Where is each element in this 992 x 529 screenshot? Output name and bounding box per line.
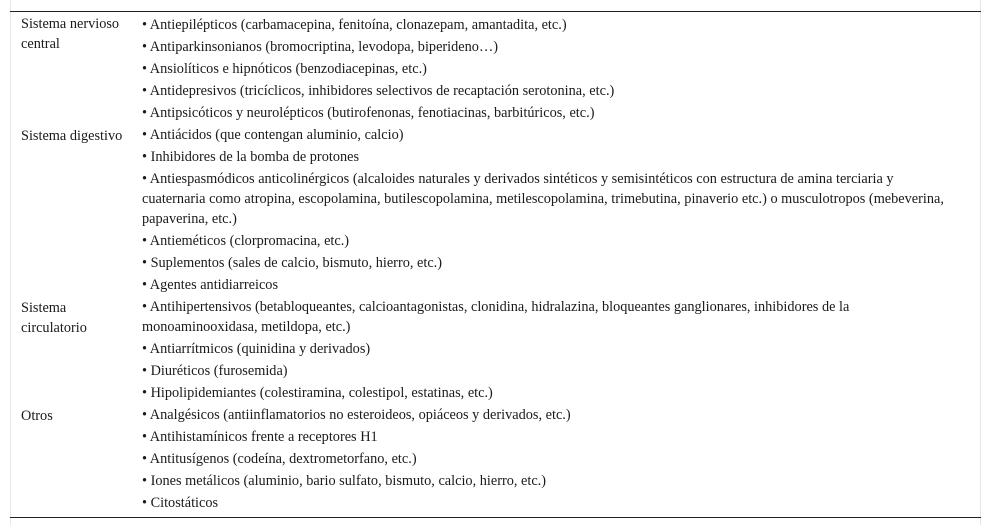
list-item: • Analgésicos (antiinflamatorios no esteroideos, opiáceos y derivados, etc.) (142, 407, 571, 423)
list-item: • Antiarrítmicos (quinidina y derivados) (142, 341, 371, 357)
category-cell: Sistema nervioso central (21, 16, 120, 52)
items-cell (131, 404, 981, 518)
table-row (10, 404, 981, 518)
table-row (10, 12, 981, 125)
list-item: • Antihipertensivos (betabloqueantes, calcioantagonistas, clonidina, hidralazina, bloqueantes ganglionares, inhibidores de la monoaminooxidasa, metildopa, etc.) (142, 299, 850, 335)
list-item: • Citostáticos (142, 495, 219, 511)
list-item: • Iones metálicos (aluminio, bario sulfato, bismuto, calcio, hierro, etc.) (142, 473, 547, 489)
list-item: • Antiepilépticos (carbamacepina, fenitoína, clonazepam, amantadita, etc.) (142, 17, 567, 33)
list-item: • Ansiolíticos e hipnóticos (benzodiacepinas, etc.) (142, 61, 427, 77)
table-row (10, 124, 981, 296)
items-cell (131, 296, 981, 404)
items-cell (131, 124, 981, 296)
category-cell: Sistema digestivo (21, 128, 123, 144)
list-item: • Antidepresivos (tricíclicos, inhibidores selectivos de recaptación serotonina, etc.) (142, 83, 615, 99)
items-cell (131, 12, 981, 125)
list-item: • Suplementos (sales de calcio, bismuto, hierro, etc.) (142, 255, 442, 271)
table-row (10, 296, 981, 404)
list-item: • Inhibidores de la bomba de protones (142, 149, 360, 165)
list-item: • Antiespasmódicos anticolinérgicos (alcaloides naturales y derivados sintéticos y semisintéticos con estructura de amina terciaria y cuaternaria como atropina, escopolamina, butilescopolamina, metilescopolamina, trimebutina, pinaverio etc.) o musculotropos (mebeverina, papaverina, etc.) (142, 171, 944, 227)
list-item: • Antieméticos (clorpromacina, etc.) (142, 233, 350, 249)
list-item: • Hipolipidemiantes (colestiramina, colestipol, estatinas, etc.) (142, 385, 493, 401)
drug-table-body (10, 12, 981, 518)
list-item: • Antiácidos (que contengan aluminio, calcio) (142, 127, 404, 143)
list-item: • Diuréticos (furosemida) (142, 363, 288, 379)
category-cell: Sistema circulatorio (21, 300, 87, 336)
list-item: • Antihistamínicos frente a receptores H1 (142, 429, 378, 445)
list-item: • Agentes antidiarreicos (142, 277, 279, 293)
list-item: • Antipsicóticos y neurolépticos (butirofenonas, fenotiacinas, barbitúricos, etc.) (142, 105, 595, 121)
list-item: • Antiparkinsonianos (bromocriptina, levodopa, biperideno…) (142, 39, 498, 55)
category-cell: Otros (21, 408, 53, 424)
list-item: • Antitusígenos (codeína, dextrometorfano, etc.) (142, 451, 417, 467)
drug-table (10, 11, 981, 518)
